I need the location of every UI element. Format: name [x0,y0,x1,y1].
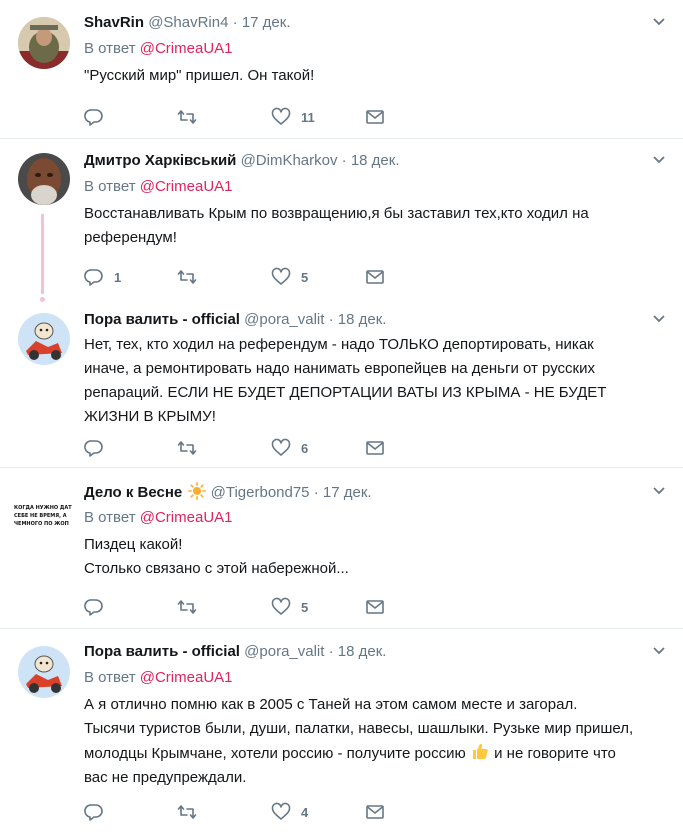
reply-icon [84,802,104,822]
like-icon [271,107,291,127]
reply-icon [84,107,104,127]
reply-context [84,39,663,59]
tweet-actions [84,597,404,617]
chevron-down-icon[interactable] [651,151,667,167]
author-handle[interactable]: @Tigerbond75 [210,484,310,501]
dm-button[interactable] [365,597,385,617]
separator-dot: · [328,643,334,660]
tweet-text-line: Тысячи туристов были, души, палатки, навесы, шашлыки. Рузьке мир пришел, [84,720,634,737]
dm-icon [365,107,385,127]
retweet-button[interactable] [177,438,207,458]
reply-button[interactable] [84,107,114,127]
chevron-down-icon[interactable] [651,642,667,658]
dm-icon [365,267,385,287]
tweet-text [84,202,663,250]
reply-to-link[interactable]: @CrimeaUA1 [139,178,233,195]
dm-button[interactable] [365,267,385,287]
dm-button[interactable] [365,438,385,458]
author-name[interactable]: Пора валить - official [84,643,240,660]
avatar[interactable] [14,490,72,542]
reply-prefix: В ответ [84,40,136,57]
dm-icon [365,438,385,458]
thread-line [41,214,44,294]
tweet-text [84,693,663,790]
tweet[interactable] [0,303,683,468]
dm-button[interactable] [365,802,385,822]
reply-prefix: В ответ [84,178,136,195]
tweet[interactable] [0,629,683,837]
timestamp[interactable]: 18 дек. [350,152,400,169]
tweet-text [84,333,663,429]
author-name[interactable]: Дмитро Харківський [84,152,237,169]
sun-emoji [188,482,206,500]
like-icon [271,597,291,617]
like-count: 11 [301,109,315,125]
avatar-image [18,313,70,365]
tweet-text-line: и не говорите что [494,745,616,762]
like-icon [271,438,291,458]
reply-count: 1 [114,269,122,285]
avatar-text-line: КОГДА НУЖНО ДАТ [14,505,72,511]
like-icon [271,802,291,822]
tweet-actions [84,267,404,287]
tweet[interactable] [0,468,683,629]
tweet-text-line: иначе, а ремонтировать надо нанимать европейцев на деньги от русских [84,360,595,377]
timestamp[interactable]: 18 дек. [337,643,387,660]
retweet-icon [177,107,197,127]
like-button[interactable] [271,438,308,458]
tweet-text-line: Восстанавливать Крым по возвращению,я бы заставил тех,кто ходил на [84,205,589,222]
separator-dot: · [232,14,238,31]
chevron-down-icon[interactable] [651,13,667,29]
retweet-button[interactable] [177,267,207,287]
timestamp[interactable]: 17 дек. [241,14,291,31]
retweet-icon [177,438,197,458]
thumbs-up-emoji [470,741,490,761]
tweet-text [84,533,663,581]
tweet-text-line: молодцы Крымчане, хотели россию - получите россию [84,745,466,762]
like-button[interactable] [271,802,308,822]
timestamp[interactable]: 18 дек. [337,311,387,328]
reply-button[interactable] [84,597,114,617]
dm-icon [365,802,385,822]
reply-button[interactable] [84,267,121,287]
like-count: 5 [301,599,309,615]
avatar-image [18,17,70,69]
reply-button[interactable] [84,438,114,458]
retweet-icon [177,802,197,822]
separator-dot: · [341,152,347,169]
timestamp[interactable]: 17 дек. [322,484,372,501]
retweet-icon [177,267,197,287]
reply-icon [84,267,104,287]
author-handle[interactable]: @pora_valit [244,311,325,328]
tweet[interactable] [0,139,683,303]
retweet-icon [177,597,197,617]
like-button[interactable] [271,107,315,127]
reply-to-link[interactable]: @CrimeaUA1 [139,669,233,686]
like-icon [271,267,291,287]
reply-prefix: В ответ [84,509,136,526]
author-handle[interactable]: @DimKharkov [240,152,338,169]
author-name[interactable]: Пора валить - official [84,311,240,328]
tweet-text-line: Пиздец какой! [84,536,183,553]
author-handle[interactable]: @pora_valit [244,643,325,660]
separator-dot: · [313,484,319,501]
tweet-actions [84,438,404,458]
reply-to-link[interactable]: @CrimeaUA1 [139,509,233,526]
tweet-actions [84,107,404,127]
like-count: 6 [301,440,309,456]
tweet-text: "Русский мир" пришел. Он такой! [84,67,315,84]
retweet-button[interactable] [177,107,207,127]
reply-to-link[interactable]: @CrimeaUA1 [139,40,233,57]
avatar-image [18,153,70,205]
avatar[interactable] [18,646,70,698]
chevron-down-icon[interactable] [651,310,667,326]
reply-icon [84,438,104,458]
tweet-text-line: Нет, тех, кто ходил на референдум - надо ТОЛЬКО депортировать, никак [84,336,594,353]
tweet[interactable] [0,0,683,139]
like-count: 5 [301,269,309,285]
reply-icon [84,597,104,617]
tweet-text-line: вас не предупреждали. [84,769,247,786]
dm-button[interactable] [365,107,385,127]
avatar[interactable] [18,313,70,365]
dm-icon [365,597,385,617]
retweet-button[interactable] [177,802,207,822]
retweet-button[interactable] [177,597,207,617]
author-handle[interactable]: @ShavRin4 [148,14,229,31]
reply-prefix: В ответ [84,669,136,686]
author-name[interactable]: Дело к Весне [84,484,183,501]
reply-context [84,668,663,688]
avatar-text-line: СЕБЕ НЕ ВРЕМЯ, А [14,513,67,519]
avatar-text-line: ЧЕМНОГО ПО ЖОП [14,521,69,527]
reply-button[interactable] [84,802,114,822]
avatar[interactable] [18,153,70,205]
chevron-down-icon[interactable] [651,482,667,498]
like-button[interactable] [271,597,308,617]
like-count: 4 [301,804,309,820]
tweet-text-line: референдум! [84,229,177,246]
author-name[interactable]: ShavRin [84,14,145,31]
reply-context [84,177,663,197]
like-button[interactable] [271,267,308,287]
tweet-text-line: ЖИЗНИ В КРЫМУ! [84,408,216,425]
avatar-image [18,646,70,698]
avatar[interactable] [18,17,70,69]
tweet-actions [84,802,404,822]
tweet-text-line: репараций. ЕСЛИ НЕ БУДЕТ ДЕПОРТАЦИИ ВАТЫ ИЗ КРЫМА - НЕ БУДЕТ [84,384,607,401]
tweet-text-line: А я отлично помню как в 2005 с Таней на этом самом месте и загорал. [84,696,578,713]
tweet-text-line: Столько связано с этой набережной... [84,560,349,577]
separator-dot: · [328,311,334,328]
reply-context [84,508,663,528]
thread-dot [40,297,45,302]
